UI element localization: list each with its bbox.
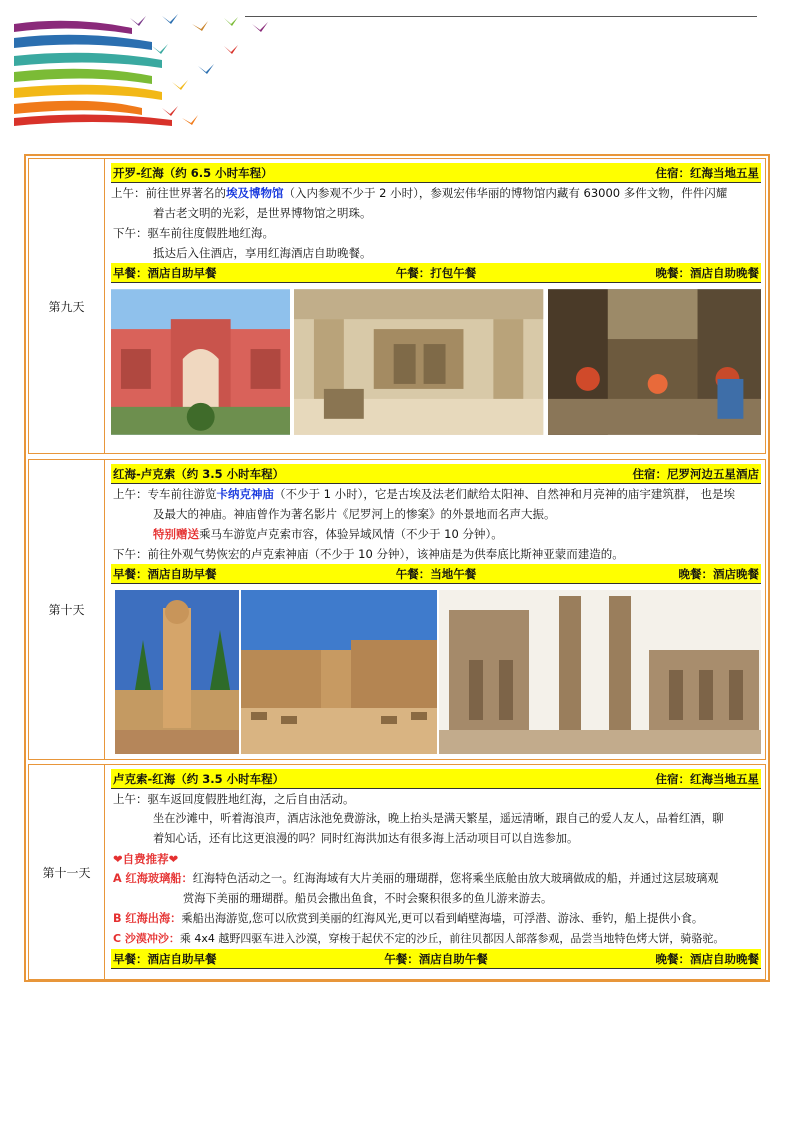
morning-continued: 着古老文明的光彩，是世界博物馆之明珠。 (153, 206, 372, 220)
gift-label: 特别赠送 (153, 527, 199, 541)
afternoon-text: 下午：前往外观气势恢宏的卢克索神庙（不少于 10 分钟），该神庙是为供奉底比斯神亚蒙而建造的。 (113, 547, 624, 561)
highlight-karnak-temple: 卡纳克神庙 (216, 487, 274, 501)
option-c-text: 乘 4x4 越野四驱车进入沙漠，穿梭于起伏不定的沙丘，前往贝都因人部落参观，品尝当地特色烤大饼，骑骆驼。 (179, 932, 725, 945)
day-label: 第十天 (29, 460, 105, 759)
gift-text: 乘马车游览卢克索市容，体验异域风情（不少于 10 分钟）。 (199, 527, 503, 541)
highlight-egyptian-museum: 埃及博物馆 (226, 186, 284, 200)
morning-continued-2: 着知心话，还有比这更浪漫的吗？同时红海洪加达有很多海上活动项目可以自选参加。 (153, 832, 579, 845)
morning-rest: （入内参观不少于 2 小时），参观宏伟华丽的博物馆内藏有 63000 多件文物，件件闪耀 (283, 186, 728, 200)
option-a (111, 869, 761, 889)
day-row-10 (28, 459, 766, 760)
lunch-text: 午餐：打包午餐 (395, 266, 477, 280)
lodging-text: 住宿：尼罗河边五星酒店 (632, 467, 759, 481)
route-text: 红海-卢克索（约 3.5 小时车程） (113, 467, 285, 481)
photo-strip (111, 289, 761, 435)
route-text: 开罗-红海（约 6.5 小时车程） (113, 166, 273, 180)
itinerary-table (24, 154, 770, 982)
meals-bar (111, 949, 761, 969)
breakfast-text: 早餐：酒店自助早餐 (113, 952, 217, 966)
route-text: 卢克索-红海（约 3.5 小时车程） (113, 772, 285, 786)
meals-bar (111, 263, 761, 283)
lodging-text: 住宿：红海当地五星 (655, 166, 759, 180)
morning-continued-1: 坐在沙滩中，听着海浪声，酒店泳池免费游泳，晚上抬头是满天繁星，遥远清晰，跟自己的爱人友人，品着红酒，聊 (153, 812, 724, 825)
optional-title: ❤自费推荐❤ (113, 852, 179, 866)
option-a-continued: 赏海下美丽的珊瑚群。船员会撒出鱼食，不时会聚积很多的鱼儿游来游去。 (183, 892, 553, 905)
afternoon-continued: 抵达后入住酒店，享用红海酒店自助晚餐。 (153, 246, 372, 260)
breakfast-text: 早餐：酒店自助早餐 (113, 266, 217, 280)
day-content (111, 769, 761, 975)
option-c (111, 929, 761, 949)
meals-bar (111, 564, 761, 584)
dinner-text: 晚餐：酒店自助晚餐 (655, 952, 759, 966)
morning-prefix: 上午：前往世界著名的 (111, 186, 226, 200)
day-content (111, 163, 761, 449)
dinner-text: 晚餐：酒店晚餐 (678, 567, 759, 581)
option-a-text: 红海特色活动之一。红海海域有大片美丽的珊瑚群，您将乘坐底舱由放大玻璃做成的船，并通过这层玻璃观 (192, 872, 719, 885)
museum-interior-photo (294, 289, 543, 435)
dinner-text: 晚餐：酒店自助晚餐 (655, 266, 759, 280)
option-b (111, 909, 761, 929)
brand-logo (12, 10, 292, 130)
sphinx-avenue-photo (241, 590, 437, 754)
day-label: 第十一天 (29, 765, 105, 979)
option-b-label: B 红海出海： (113, 912, 182, 925)
logo-streaks (14, 21, 172, 126)
lodging-text: 住宿：红海当地五星 (655, 772, 759, 786)
day-content (111, 464, 761, 755)
pharaoh-statue-photo (115, 590, 239, 754)
cafe-street-photo (548, 289, 761, 435)
museum-facade-photo (111, 289, 290, 435)
option-b-text: 乘船出海游览,您可以欣赏到美丽的红海风光,更可以看到峭壁海墙，可浮潜、游泳、垂钓，船上提供小食。 (181, 912, 704, 925)
route-bar (111, 769, 761, 789)
option-a-label: A 红海玻璃船： (113, 872, 193, 885)
gift-line (111, 524, 761, 544)
logo-birds (130, 14, 268, 125)
header-rule (245, 16, 757, 17)
lunch-text: 午餐：酒店自助午餐 (384, 952, 488, 966)
option-c-label: C 沙漠冲沙： (113, 932, 180, 945)
morning-rest: （不少于 1 小时），它是古埃及法老们献给太阳神、自然神和月亮神的庙宇建筑群， 也是埃 (274, 487, 736, 501)
afternoon-text: 下午：驱车前往度假胜地红海。 (113, 226, 274, 240)
lunch-text: 午餐：当地午餐 (395, 567, 477, 581)
day-row-11 (28, 764, 766, 980)
route-bar (111, 464, 761, 484)
day-row-9 (28, 158, 766, 454)
route-bar (111, 163, 761, 183)
morning-text (111, 183, 761, 203)
photo-strip (111, 590, 761, 754)
luxor-columns-photo (439, 590, 761, 754)
morning-prefix: 上午：专车前往游览 (113, 487, 217, 501)
morning-text (111, 484, 761, 504)
morning-text: 上午：驱车返回度假胜地红海，之后自由活动。 (113, 792, 355, 806)
morning-continued: 及最大的神庙。神庙曾作为著名影片《尼罗河上的惨案》的外景地而名声大振。 (153, 507, 556, 521)
day-label: 第九天 (29, 159, 105, 453)
breakfast-text: 早餐：酒店自助早餐 (113, 567, 217, 581)
